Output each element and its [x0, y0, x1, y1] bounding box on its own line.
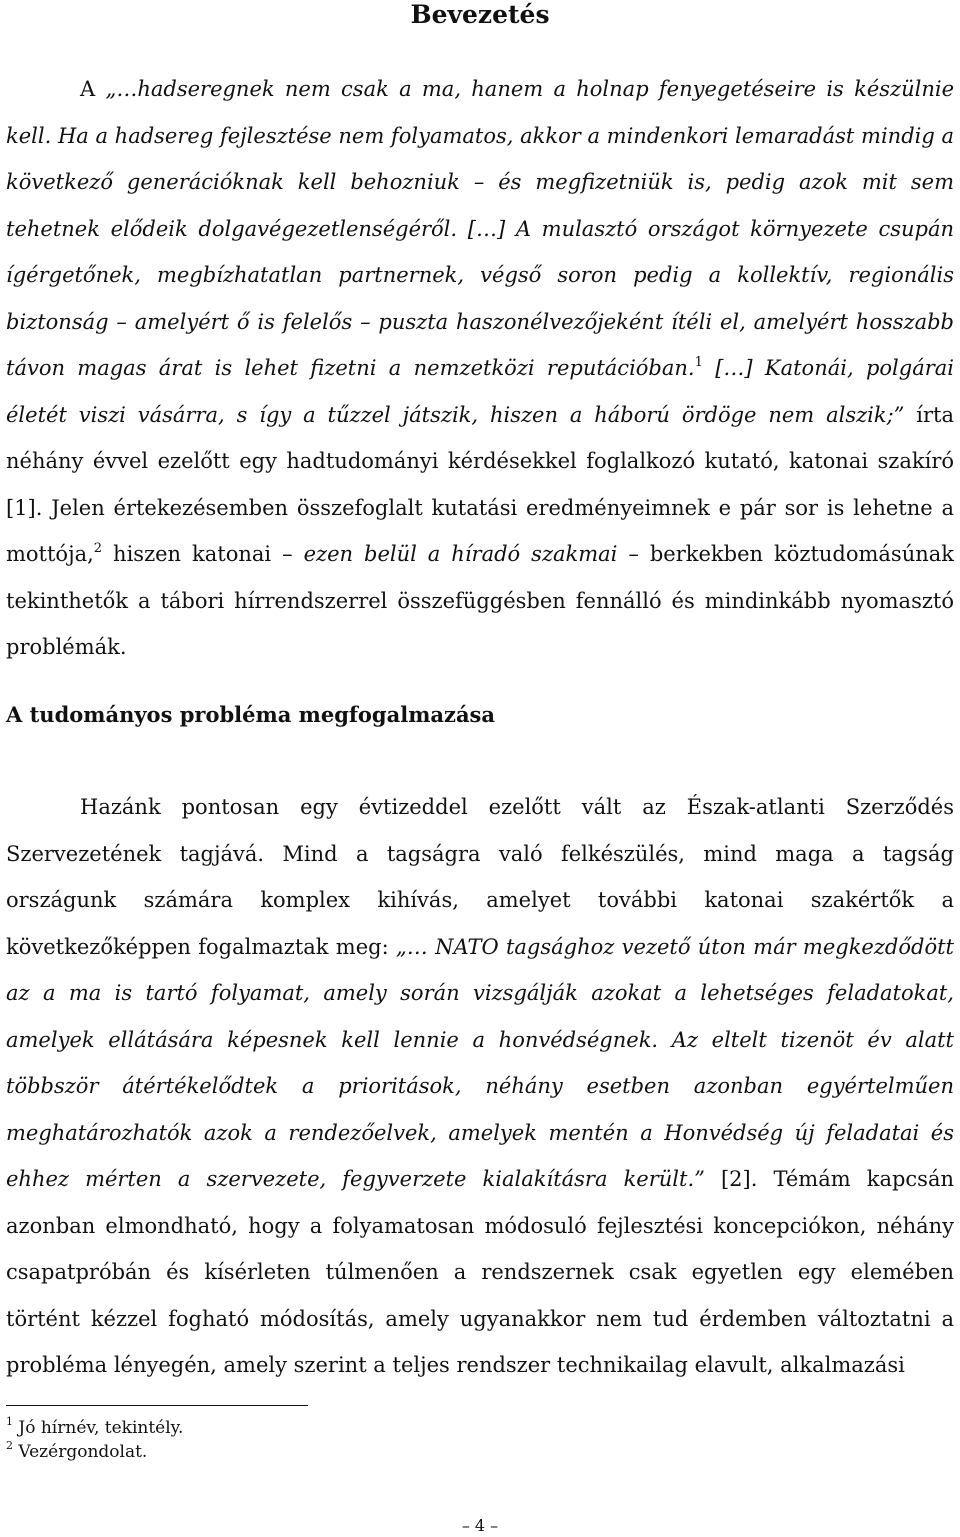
footnote-text: Jó hírnév, tekintély. [13, 1418, 184, 1438]
footnote-mark: 2 [6, 1439, 13, 1453]
page-number: – 4 – [461, 1516, 499, 1535]
intro-quote-part-1: „…hadseregnek nem csak a ma, hanem a holnap fenyegetéseire is készülnie kell. Ha a hadsereg fejlesztése nem folyamatos, akkor a mindenkori lemaradást mindig a következő generációknak kell behozniuk – és megfizetniük is, pedig azok mit sem tehetnek elődeik dolgavégezetlenségéről. […] A mulasztó országot környezete csupán ígérgetőnek, megbízhatatlan partnernek, végső soron pedig a kollektív, regionális biztonság – amelyért ő is felelős – puszta haszonélvezőjeként ítéli el, amelyért hosszabb távon magas árat is lehet fizetni a nemzetközi reputációban. [6, 77, 955, 380]
problem-body-text-1: Hazánk pontosan egy évtizeddel ezelőtt vált az Észak-atlanti Szerződés Szervezetének tagjává. Mind a tagságra való felkészülés, mind maga a tagság országunk számára komplex kihívás, amelyet további katonai szakértők a következőképpen fogalmaztak meg: [6, 795, 954, 959]
footnote-2 [6, 1440, 183, 1464]
intro-lead-text: A [80, 77, 106, 101]
footnotes [6, 1416, 183, 1464]
problem-body-text-2: [2]. Témám kapcsán azonban elmondható, hogy a folyamatosan módosuló fejlesztési koncepciókon, néhány csapatpróbán és kísérleten túlmenően a rendszernek csak egyetlen egy elemében történt kézzel fogható módosítás, amely ugyanakkor nem tud érdemben változtatni a probléma lényegén, amely szerint a teljes rendszer technikailag elavult, alkalmazási [6, 1167, 954, 1377]
intro-quote-part-2: […] Katonái, polgárai életét viszi vásárra, s így a tűzzel játszik, hiszen a háború ördöge nem alszik;” [6, 356, 954, 427]
footnote-separator [6, 1405, 308, 1406]
footnote-mark: 1 [6, 1415, 13, 1429]
footnote-text: Vezérgondolat. [13, 1442, 148, 1462]
intro-body-text-2: hiszen katonai – [102, 542, 304, 566]
section-heading: A tudományos probléma megfogalmazása [6, 702, 495, 727]
footnote-ref-2[interactable]: 2 [93, 541, 103, 556]
intro-body-text-1: írta néhány évvel ezelőtt egy hadtudományi kérdésekkel foglalkozó kutató, katonai szakíró [1]. Jelen értekezésemben összefoglalt kutatási eredményeimnek e pár sor is lehetne a mottója, [6, 402, 955, 566]
intro-body-text-3: – berkekben köztudomásúnak tekinthetők a tábori hírrendszerrel összefüggésben fennálló és mindinkább nyomasztó problémák. [6, 542, 954, 659]
footnote-1 [6, 1416, 183, 1440]
intro-italic-phrase: ezen belül a híradó szakmai [303, 542, 618, 566]
intro-paragraph [6, 66, 954, 671]
footnote-ref-1[interactable]: 1 [694, 355, 703, 370]
problem-quote: „… NATO tagsághoz vezető úton már megkezdődött az a ma is tartó folyamat, amely során vizsgálják azokat a lehetséges feladatokat, amelyek ellátására képesnek kell lennie a honvédségnek. Az eltelt tizenöt év alatt többször átértékelődtek a prioritások, néhány esetben azonban egyértelműen meghatározhatók azok a rendezőelvek, amelyek mentén a Honvédség új feladatai és ehhez mérten a szervezete, fegyverzete kialakításra került.” [6, 934, 954, 1191]
page-title: Bevezetés [410, 0, 550, 29]
problem-paragraph [6, 784, 954, 1389]
